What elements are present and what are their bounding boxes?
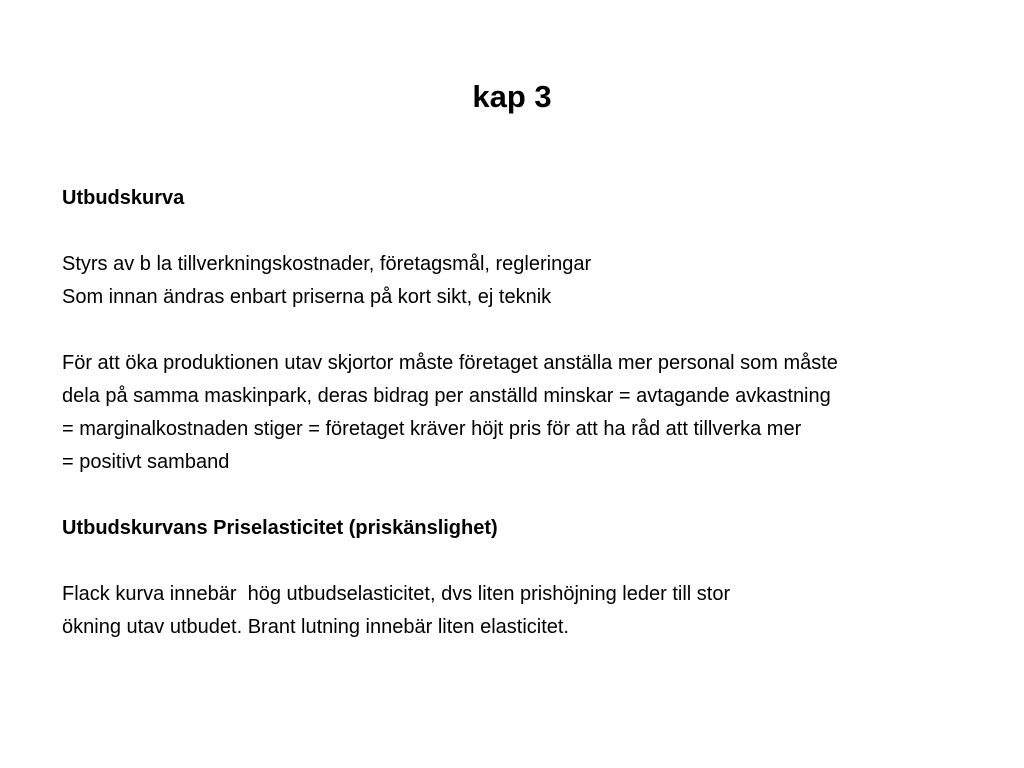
text-line: Flack kurva innebär hög utbudselasticitet, dvs liten prishöjning leder till stor — [62, 583, 731, 605]
text-line: = positivt samband — [62, 451, 230, 473]
slide-title: kap 3 — [472, 79, 552, 114]
text-line: För att öka produktionen utav skjortor måste företaget anställa mer personal som måste — [62, 352, 838, 374]
slide-body — [62, 182, 1002, 644]
section-heading-utbudskurva: Utbudskurva — [62, 187, 185, 209]
blank-line — [62, 479, 1002, 512]
blank-line — [62, 545, 1002, 578]
blank-line — [62, 314, 1002, 347]
text-line: Som innan ändras enbart priserna på kort sikt, ej teknik — [62, 286, 552, 308]
text-line: dela på samma maskinpark, deras bidrag per anställd minskar = avtagande avkastning — [62, 385, 831, 407]
text-line: = marginalkostnaden stiger = företaget kräver höjt pris för att ha råd att tillverka mer — [62, 418, 802, 440]
blank-line — [62, 215, 1002, 248]
section-heading-priselasticitet: Utbudskurvans Priselasticitet (priskänslighet) — [62, 517, 498, 539]
text-line: Styrs av b la tillverkningskostnader, företagsmål, regleringar — [62, 253, 592, 275]
text-line: ökning utav utbudet. Brant lutning innebär liten elasticitet. — [62, 616, 569, 638]
